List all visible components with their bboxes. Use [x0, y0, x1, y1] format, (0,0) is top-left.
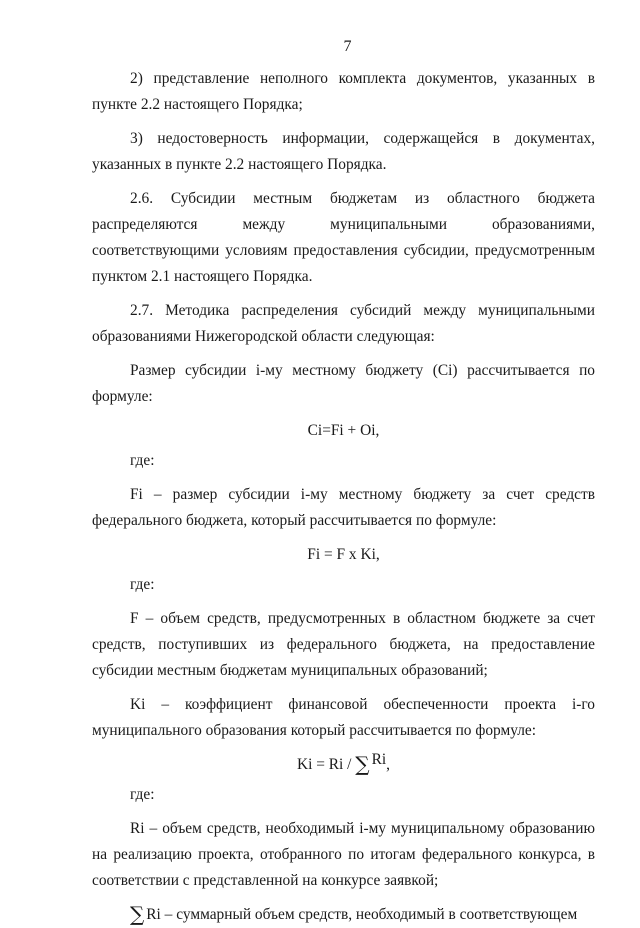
paragraph-ki-definition: Ki – коэффициент финансовой обеспеченности проекта i-го муниципального образования который рассчитывается по формуле: [92, 696, 595, 739]
where-label: где: [130, 452, 155, 469]
paragraph-f-definition: F – объем средств, предусмотренных в областном бюджете за счет средств, поступивших из федерального бюджета, на предоставление субсидии местным бюджетам муниципальных образований; [92, 610, 595, 679]
sum-icon: ∑ [355, 752, 370, 776]
paragraph-ri-definition: Ri – объем средств, необходимый i-му муниципальному образованию на реализацию проекта, отобранного по итогам федерального конкурса, в соответствии с представленной на конкурсе заявкой; [92, 820, 595, 889]
formula-ki-tail: , [386, 756, 390, 773]
sum-ri-label: Ri [146, 906, 161, 923]
page-number: 7 [343, 38, 352, 55]
formula-ki-ri: Ri [371, 751, 387, 768]
paragraph-2-7: 2.7. Методика распределения субсидий между муниципальными образованиями Нижегородской области следующая: [92, 302, 595, 345]
paragraph-subsidy-size: Размер субсидии i-му местному бюджету (Ci) рассчитывается по формуле: [92, 362, 595, 405]
paragraph-item-2: 2) представление неполного комплекта документов, указанных в пункте 2.2 настоящего Порядка; [92, 70, 595, 113]
paragraph-sum-ri-definition [92, 902, 595, 928]
sum-icon: ∑ [130, 902, 145, 926]
sum-ri-text: – суммарный объем средств, необходимый в соответствующем [160, 906, 578, 923]
paragraph-2-6: 2.6. Субсидии местным бюджетам из областного бюджета распределяются между муниципальными образованиями, соответствующими условиям предоставления субсидии, предусмотренным пунктом 2.1 настоящего Порядка. [92, 190, 595, 285]
formula-ki-left: Ki = Ri / [297, 756, 356, 773]
formula-ki [92, 752, 595, 778]
where-label: где: [130, 576, 155, 593]
formula-ci: Ci=Fi + Oi, [307, 422, 380, 439]
paragraph-item-3: 3) недостоверность информации, содержащейся в документах, указанных в пункте 2.2 настоящего Порядка. [92, 130, 595, 173]
where-label: где: [130, 786, 155, 803]
formula-fi: Fi = F x Ki, [307, 546, 380, 563]
paragraph-fi-definition: Fi – размер субсидии i-му местному бюджету за счет средств федерального бюджета, который рассчитывается по формуле: [92, 486, 595, 529]
